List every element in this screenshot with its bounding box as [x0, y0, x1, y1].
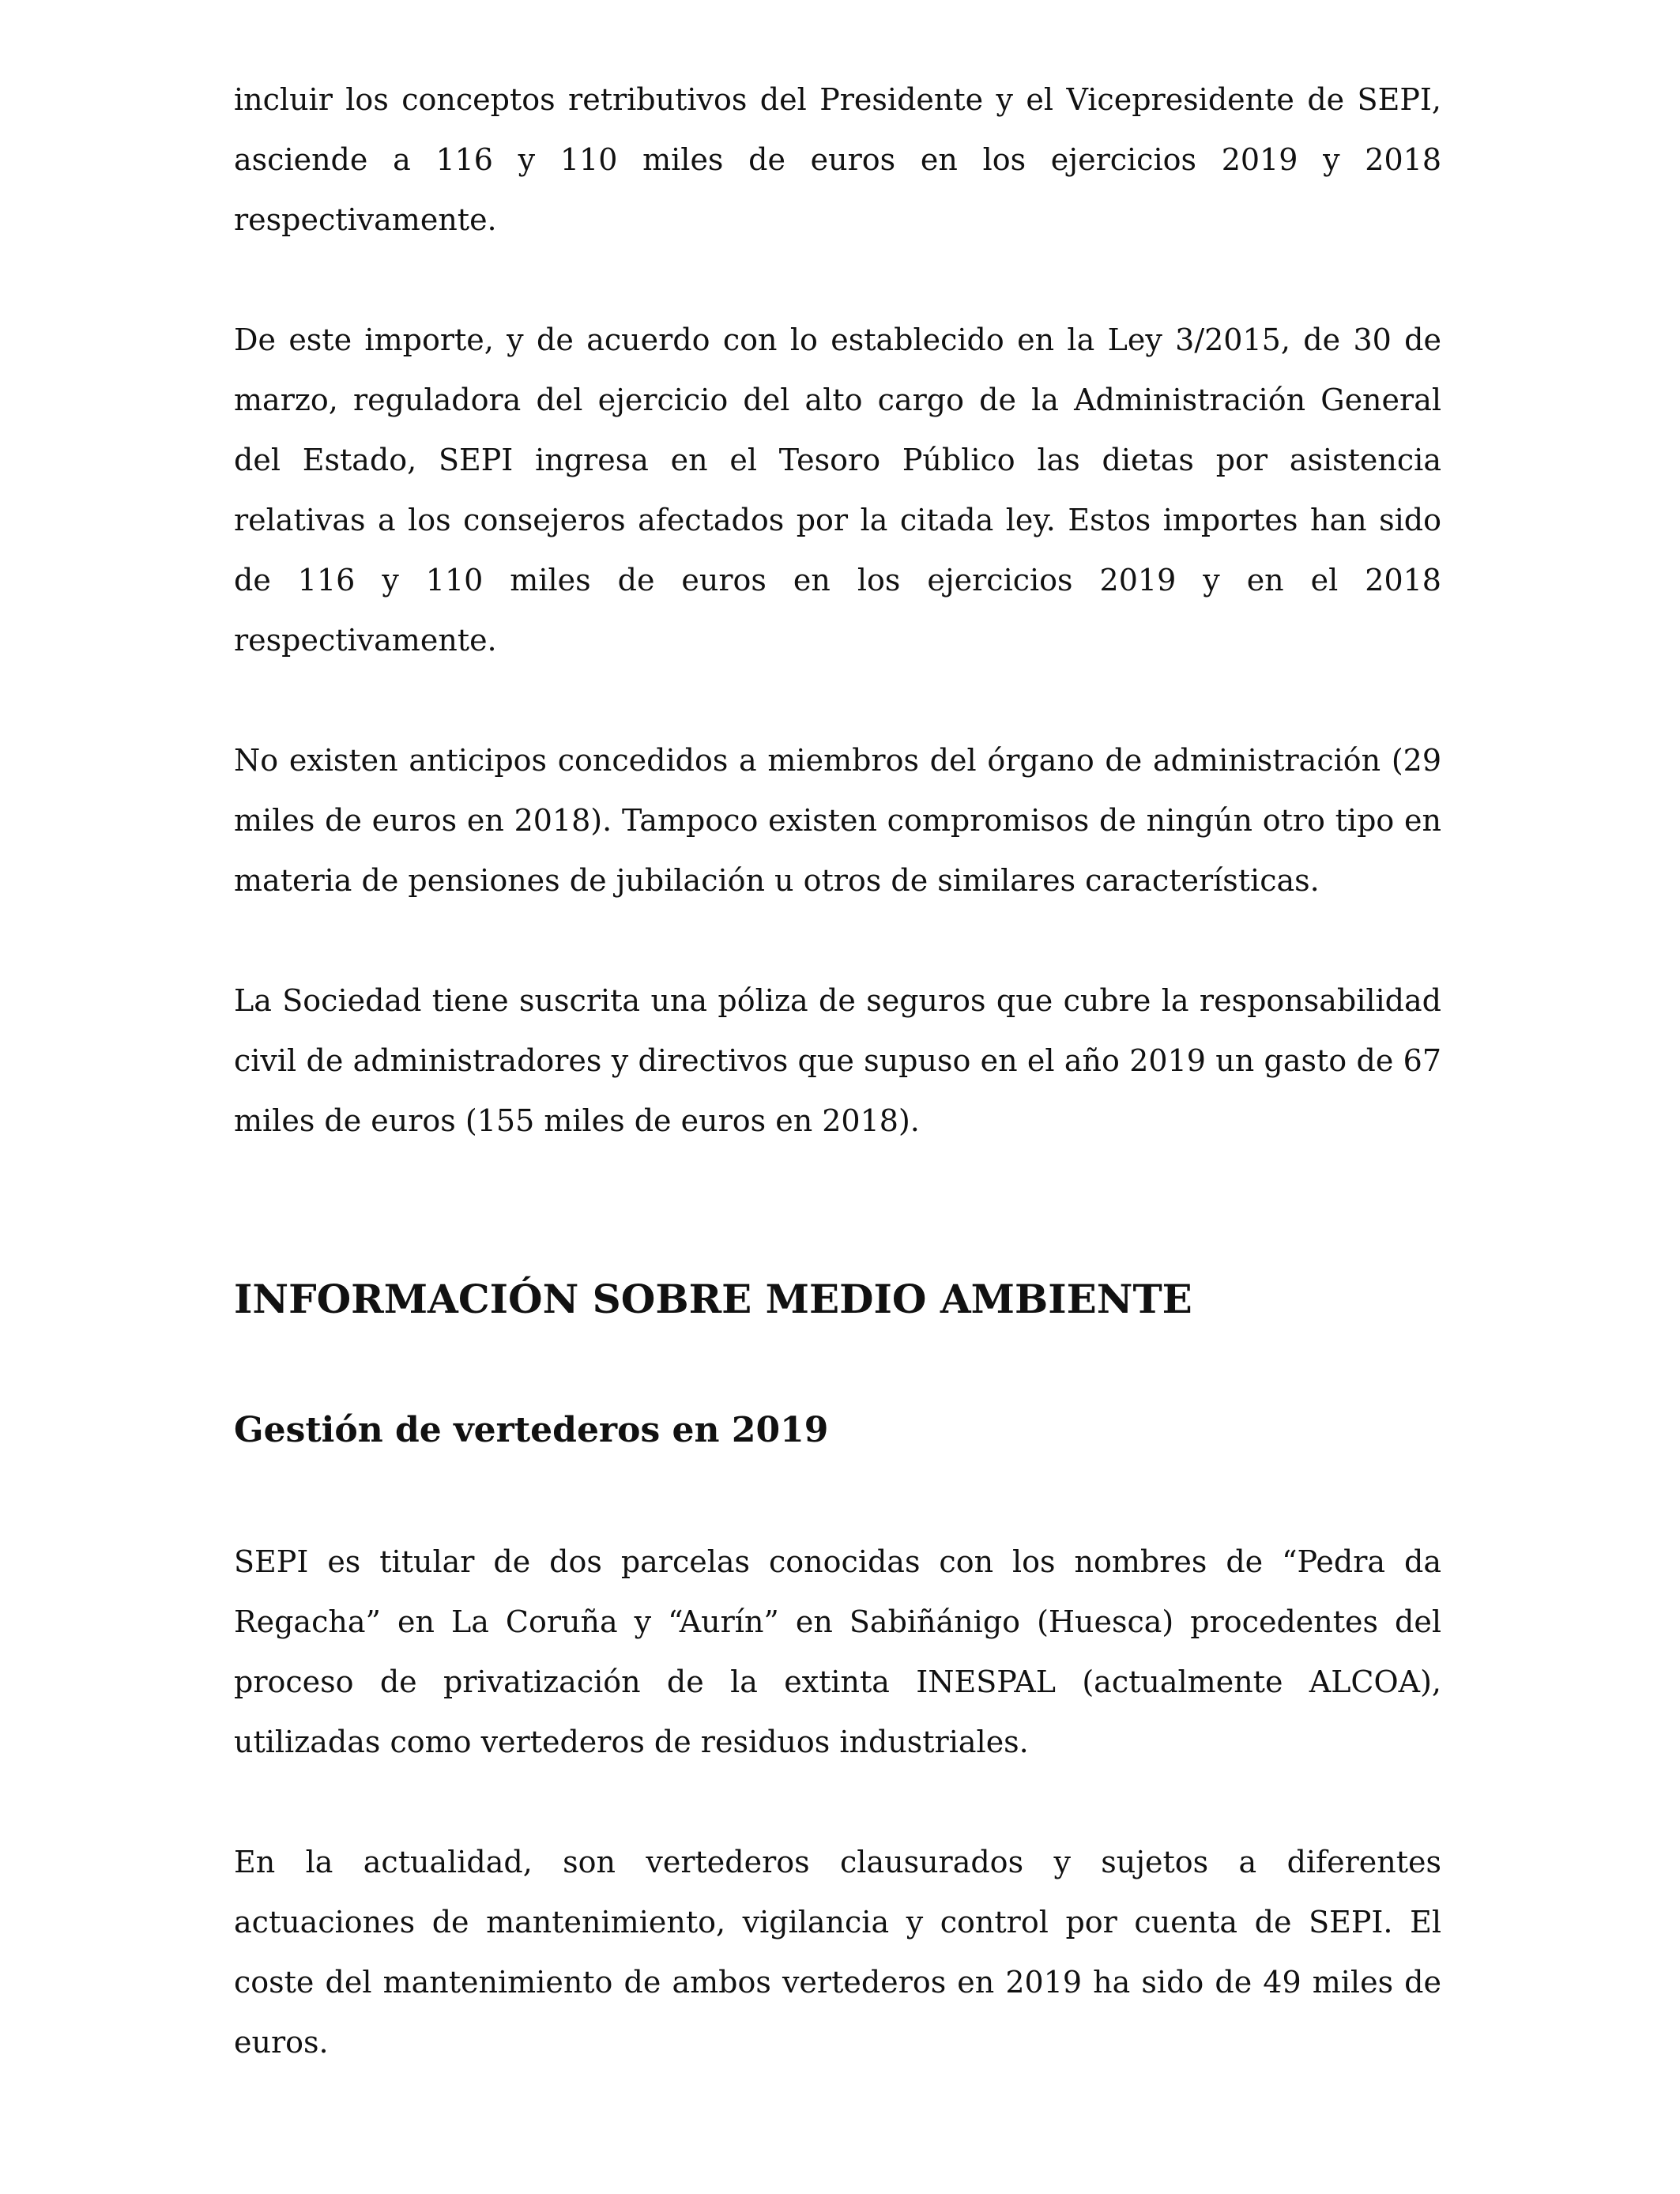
spacer — [234, 1329, 1441, 1400]
spacer — [234, 1151, 1441, 1269]
subsection-heading: Gestión de vertederos en 2019 — [234, 1410, 829, 1450]
paragraph-parcelas: SEPI es titular de dos parcelas conocidas con los nombres de “Pedra da Regacha” en La Coruña y “Aurín” en Sabiñánigo (Huesca) procedentes del proceso de privatización de la extinta INESPAL (actualmente ALCOA), utilizadas como vertederos de residuos industriales. — [234, 1544, 1441, 1759]
paragraph-retribuciones: incluir los conceptos retributivos del Presidente y el Vicepresidente de SEPI, asciende a 116 y 110 miles de euros en los ejercicios 2019 y 2018 respectivamente. — [234, 82, 1441, 237]
paragraph-dietas: De este importe, y de acuerdo con lo establecido en la Ley 3/2015, de 30 de marzo, reguladora del ejercicio del alto cargo de la Administración General del Estado, SEPI ingresa en el Tesoro Público las dietas por asistencia relativas a los consejeros afectados por la citada ley. Estos importes han sido de 116 y 110 miles de euros en los ejercicios 2019 y en el 2018 respectivamente. — [234, 322, 1441, 658]
paragraph-poliza: La Sociedad tiene suscrita una póliza de seguros que cubre la responsabilidad civil de administradores y directivos que supuso en el año 2019 un gasto de 67 miles de euros (155 miles de euros en 2018). — [234, 983, 1441, 1138]
spacer — [234, 910, 1441, 971]
spacer — [234, 250, 1441, 310]
spacer — [234, 1461, 1441, 1532]
document-page — [234, 70, 1441, 2072]
paragraph-anticipos: No existen anticipos concedidos a miembros del órgano de administración (29 miles de euros en 2018). Tampoco existen compromisos de ningún otro tipo en materia de pensiones de jubilación u otros de similares características. — [234, 743, 1441, 898]
section-heading: INFORMACIÓN SOBRE MEDIO AMBIENTE — [234, 1276, 1192, 1322]
spacer — [234, 670, 1441, 730]
paragraph-mantenimiento: En la actualidad, son vertederos clausurados y sujetos a diferentes actuaciones de mantenimiento, vigilancia y control por cuenta de SEPI. El coste del mantenimiento de ambos vertederos en 2019 ha sido de 49 miles de euros. — [234, 1845, 1441, 2060]
spacer — [234, 1772, 1441, 1832]
